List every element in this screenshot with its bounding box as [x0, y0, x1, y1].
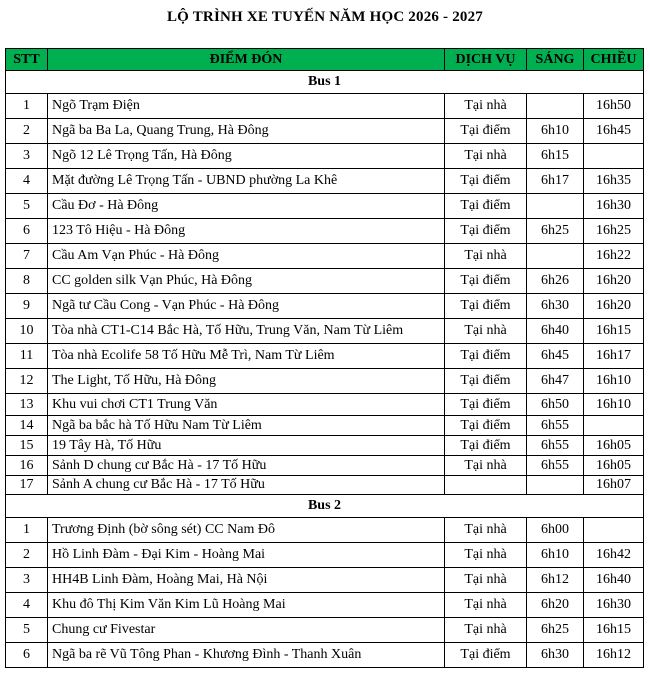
route-table — [5, 48, 644, 668]
row-number-cell: 1 — [6, 94, 48, 119]
table-row — [6, 618, 644, 643]
service-type-cell: Tại nhà — [445, 568, 527, 593]
morning-time-cell: 6h30 — [527, 294, 584, 319]
morning-time-cell: 6h25 — [527, 618, 584, 643]
row-number-cell: 2 — [6, 543, 48, 568]
service-type-cell: Tại nhà — [445, 518, 527, 543]
pickup-point-cell: Chung cư Fivestar — [48, 618, 445, 643]
service-type-cell: Tại điểm — [445, 119, 527, 144]
pickup-point-cell: Hồ Linh Đàm - Đại Kim - Hoàng Mai — [48, 543, 445, 568]
service-type-cell: Tại điểm — [445, 219, 527, 244]
table-row — [6, 269, 644, 294]
bus-section-row — [6, 71, 644, 94]
morning-time-cell: 6h55 — [527, 436, 584, 456]
service-type-cell: Tại nhà — [445, 244, 527, 269]
row-number-cell: 5 — [6, 618, 48, 643]
afternoon-time-cell: 16h35 — [584, 169, 644, 194]
table-row — [6, 294, 644, 319]
morning-time-cell: 6h15 — [527, 144, 584, 169]
row-number-cell: 4 — [6, 169, 48, 194]
pickup-point-cell: Khu đô Thị Kim Văn Kim Lũ Hoàng Mai — [48, 593, 445, 618]
afternoon-time-cell: 16h42 — [584, 543, 644, 568]
pickup-point-cell: The Light, Tố Hữu, Hà Đông — [48, 369, 445, 394]
afternoon-time-cell: 16h17 — [584, 344, 644, 369]
afternoon-time-cell: 16h20 — [584, 269, 644, 294]
pickup-point-cell: 19 Tây Hà, Tố Hữu — [48, 436, 445, 456]
afternoon-time-cell: 16h05 — [584, 436, 644, 456]
morning-time-cell — [527, 194, 584, 219]
afternoon-time-cell: 16h45 — [584, 119, 644, 144]
header-afternoon: CHIỀU — [584, 49, 644, 71]
afternoon-time-cell: 16h12 — [584, 643, 644, 668]
afternoon-time-cell: 16h05 — [584, 456, 644, 476]
afternoon-time-cell: 16h22 — [584, 244, 644, 269]
header-morning: SÁNG — [527, 49, 584, 71]
afternoon-time-cell: 16h07 — [584, 476, 644, 495]
route-table-body — [6, 71, 644, 668]
afternoon-time-cell: 16h50 — [584, 94, 644, 119]
afternoon-time-cell: 16h10 — [584, 369, 644, 394]
service-type-cell: Tại điểm — [445, 194, 527, 219]
table-row — [6, 456, 644, 476]
table-row — [6, 144, 644, 169]
table-row — [6, 476, 644, 495]
table-row — [6, 344, 644, 369]
row-number-cell: 12 — [6, 369, 48, 394]
bus-section-label: Bus 1 — [6, 71, 644, 94]
service-type-cell: Tại nhà — [445, 543, 527, 568]
row-number-cell: 3 — [6, 144, 48, 169]
afternoon-time-cell: 16h30 — [584, 194, 644, 219]
afternoon-time-cell — [584, 416, 644, 436]
bus-section-label: Bus 2 — [6, 495, 644, 518]
service-type-cell: Tại điểm — [445, 369, 527, 394]
row-number-cell: 2 — [6, 119, 48, 144]
pickup-point-cell: Trương Định (bờ sông sét) CC Nam Đô — [48, 518, 445, 543]
table-row — [6, 416, 644, 436]
morning-time-cell: 6h10 — [527, 543, 584, 568]
morning-time-cell: 6h12 — [527, 568, 584, 593]
pickup-point-cell: Ngã ba rẽ Vũ Tông Phan - Khương Đình - Thanh Xuân — [48, 643, 445, 668]
pickup-point-cell: Tòa nhà Ecolife 58 Tố Hữu Mễ Trì, Nam Từ Liêm — [48, 344, 445, 369]
service-type-cell: Tại nhà — [445, 94, 527, 119]
row-number-cell: 3 — [6, 568, 48, 593]
service-type-cell: Tại điểm — [445, 416, 527, 436]
pickup-point-cell: CC golden silk Vạn Phúc, Hà Đông — [48, 269, 445, 294]
afternoon-time-cell: 16h25 — [584, 219, 644, 244]
morning-time-cell: 6h26 — [527, 269, 584, 294]
pickup-point-cell: 123 Tô Hiệu - Hà Đông — [48, 219, 445, 244]
service-type-cell: Tại điểm — [445, 394, 527, 416]
service-type-cell: Tại nhà — [445, 319, 527, 344]
morning-time-cell: 6h47 — [527, 369, 584, 394]
bus-section-row — [6, 495, 644, 518]
morning-time-cell — [527, 476, 584, 495]
pickup-point-cell: Ngã ba Ba La, Quang Trung, Hà Đông — [48, 119, 445, 144]
morning-time-cell: 6h45 — [527, 344, 584, 369]
table-row — [6, 643, 644, 668]
afternoon-time-cell: 16h30 — [584, 593, 644, 618]
service-type-cell — [445, 476, 527, 495]
pickup-point-cell: Tòa nhà CT1-C14 Bắc Hà, Tố Hữu, Trung Văn, Nam Từ Liêm — [48, 319, 445, 344]
afternoon-time-cell: 16h15 — [584, 618, 644, 643]
service-type-cell: Tại điểm — [445, 269, 527, 294]
afternoon-time-cell — [584, 518, 644, 543]
table-row — [6, 169, 644, 194]
row-number-cell: 8 — [6, 269, 48, 294]
morning-time-cell: 6h30 — [527, 643, 584, 668]
morning-time-cell: 6h25 — [527, 219, 584, 244]
row-number-cell: 7 — [6, 244, 48, 269]
table-row — [6, 568, 644, 593]
row-number-cell: 13 — [6, 394, 48, 416]
pickup-point-cell: Ngã tư Cầu Cong - Vạn Phúc - Hà Đông — [48, 294, 445, 319]
row-number-cell: 6 — [6, 643, 48, 668]
morning-time-cell: 6h50 — [527, 394, 584, 416]
afternoon-time-cell: 16h20 — [584, 294, 644, 319]
pickup-point-cell: Ngõ Trạm Điện — [48, 94, 445, 119]
morning-time-cell: 6h40 — [527, 319, 584, 344]
service-type-cell: Tại điểm — [445, 294, 527, 319]
table-row — [6, 219, 644, 244]
table-row — [6, 194, 644, 219]
service-type-cell: Tại điểm — [445, 643, 527, 668]
service-type-cell: Tại nhà — [445, 456, 527, 476]
morning-time-cell: 6h55 — [527, 416, 584, 436]
service-type-cell: Tại điểm — [445, 344, 527, 369]
header-stt: STT — [6, 49, 48, 71]
table-row — [6, 394, 644, 416]
table-row — [6, 244, 644, 269]
page-title: LỘ TRÌNH XE TUYẾN NĂM HỌC 2026 - 2027 — [166, 9, 484, 25]
afternoon-time-cell: 16h40 — [584, 568, 644, 593]
morning-time-cell: 6h10 — [527, 119, 584, 144]
morning-time-cell: 6h17 — [527, 169, 584, 194]
pickup-point-cell: Mặt đường Lê Trọng Tấn - UBND phường La Khê — [48, 169, 445, 194]
row-number-cell: 11 — [6, 344, 48, 369]
pickup-point-cell: Cầu Am Vạn Phúc - Hà Đông — [48, 244, 445, 269]
morning-time-cell: 6h55 — [527, 456, 584, 476]
afternoon-time-cell: 16h10 — [584, 394, 644, 416]
service-type-cell: Tại nhà — [445, 144, 527, 169]
table-row — [6, 593, 644, 618]
pickup-point-cell: Ngã ba bắc hà Tố Hữu Nam Từ Liêm — [48, 416, 445, 436]
morning-time-cell: 6h20 — [527, 593, 584, 618]
pickup-point-cell: Sảnh D chung cư Bắc Hà - 17 Tố Hữu — [48, 456, 445, 476]
header-service: DỊCH VỤ — [445, 49, 527, 71]
pickup-point-cell: HH4B Linh Đàm, Hoàng Mai, Hà Nội — [48, 568, 445, 593]
row-number-cell: 1 — [6, 518, 48, 543]
pickup-point-cell: Sảnh A chung cư Bắc Hà - 17 Tố Hữu — [48, 476, 445, 495]
header-pickup-point: ĐIỂM ĐÓN — [48, 49, 445, 71]
row-number-cell: 5 — [6, 194, 48, 219]
table-header-row — [6, 49, 644, 71]
service-type-cell: Tại điểm — [445, 436, 527, 456]
row-number-cell: 6 — [6, 219, 48, 244]
morning-time-cell: 6h00 — [527, 518, 584, 543]
row-number-cell: 17 — [6, 476, 48, 495]
pickup-point-cell: Ngõ 12 Lê Trọng Tấn, Hà Đông — [48, 144, 445, 169]
morning-time-cell — [527, 244, 584, 269]
service-type-cell: Tại điểm — [445, 169, 527, 194]
row-number-cell: 9 — [6, 294, 48, 319]
afternoon-time-cell — [584, 144, 644, 169]
table-row — [6, 369, 644, 394]
row-number-cell: 10 — [6, 319, 48, 344]
table-row — [6, 436, 644, 456]
afternoon-time-cell: 16h15 — [584, 319, 644, 344]
table-row — [6, 119, 644, 144]
service-type-cell: Tại nhà — [445, 618, 527, 643]
row-number-cell: 16 — [6, 456, 48, 476]
morning-time-cell — [527, 94, 584, 119]
table-row — [6, 319, 644, 344]
pickup-point-cell: Cầu Đơ - Hà Đông — [48, 194, 445, 219]
row-number-cell: 15 — [6, 436, 48, 456]
row-number-cell: 4 — [6, 593, 48, 618]
table-row — [6, 94, 644, 119]
service-type-cell: Tại nhà — [445, 593, 527, 618]
row-number-cell: 14 — [6, 416, 48, 436]
pickup-point-cell: Khu vui chơi CT1 Trung Văn — [48, 394, 445, 416]
table-row — [6, 543, 644, 568]
table-row — [6, 518, 644, 543]
